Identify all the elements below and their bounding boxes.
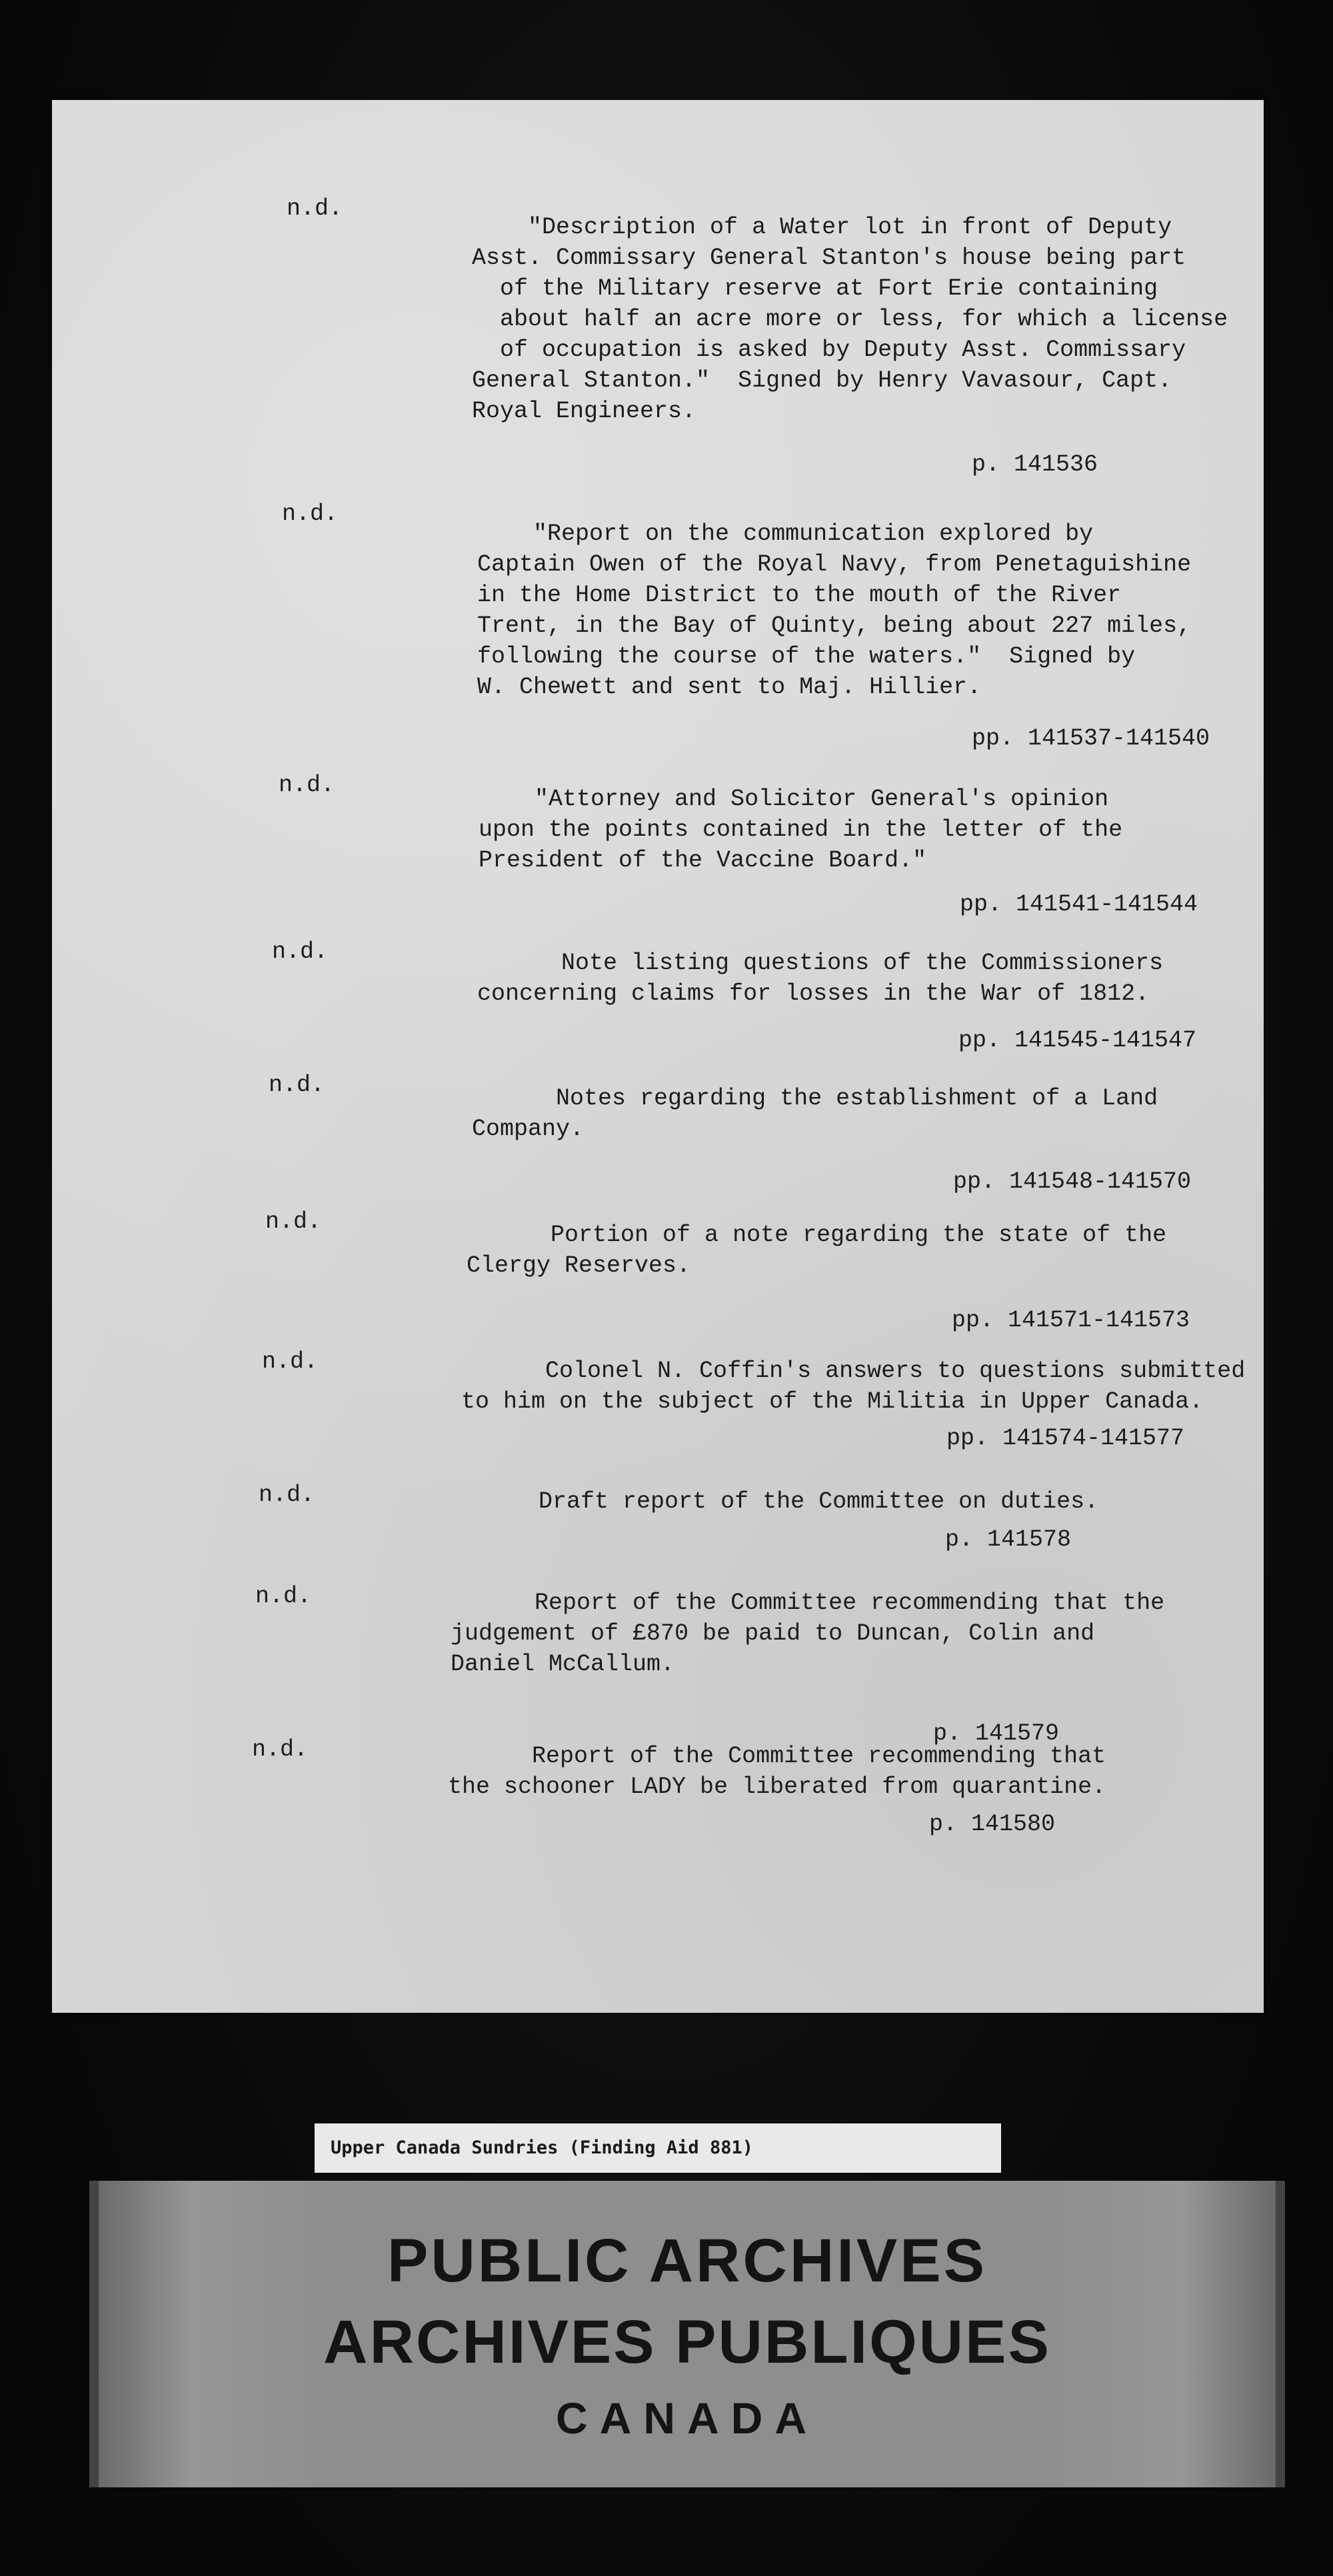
public-archives-plate (89, 2181, 1285, 2487)
plate-line-country: CANADA (556, 2393, 818, 2443)
entry-pages: p. 141579 (933, 1720, 1060, 1747)
entry-description: "Attorney and Solicitor General's opinion upon the points contained in the letter of the President of the Vaccine Board." (479, 786, 1123, 874)
entry-date: n.d. (252, 1736, 309, 1763)
entry-description: "Description of a Water lot in front of Deputy Asst. Commissary General Stanton's house being part of the Military reserve at Fort Erie containing about half an acre more or less, for which a license of occupation is asked by Deputy Asst. Commissary General Stanton." Signed by Henry Vavasour, Capt. Royal Engineers. (472, 214, 1228, 425)
entry-date: n.d. (279, 772, 335, 798)
document-page (52, 100, 1264, 2013)
entry-pages: p. 141580 (929, 1811, 1056, 1838)
entry-pages: pp. 141548-141570 (953, 1168, 1192, 1195)
plate-line-english: PUBLIC ARCHIVES (387, 2227, 987, 2295)
entry-description: Colonel N. Coffin's answers to questions submitted to him on the subject of the Militia in Upper Canada. (461, 1358, 1246, 1415)
entry-description: "Report on the communication explored by Captain Owen of the Royal Navy, from Penetaguishine in the Home District to the mouth of the River Trent, in the Bay of Quinty, being about 227 miles, following the course of the waters." Signed by W. Chewett and sent to Maj. Hillier. (477, 521, 1192, 700)
entry-pages: p. 141578 (945, 1526, 1072, 1553)
entry-pages: pp. 141571-141573 (952, 1307, 1190, 1334)
finding-aid-label: Upper Canada Sundries (Finding Aid 881) (315, 2123, 1001, 2173)
entry-pages: pp. 141537-141540 (972, 725, 1210, 752)
entry-description: Portion of a note regarding the state of the Clergy Reserves. (467, 1222, 1167, 1279)
entry-date: n.d. (272, 938, 329, 965)
entry-date: n.d. (255, 1583, 312, 1610)
entry-date: n.d. (287, 195, 343, 222)
entry-date: n.d. (262, 1348, 319, 1375)
entry-date: n.d. (265, 1208, 322, 1235)
entry-pages: p. 141536 (972, 451, 1098, 478)
plate-line-french: ARCHIVES PUBLIQUES (323, 2308, 1051, 2376)
entry-date: n.d. (259, 1482, 315, 1508)
entry-pages: pp. 141574-141577 (946, 1425, 1185, 1452)
entry-pages: pp. 141545-141547 (958, 1027, 1197, 1054)
entry-date: n.d. (269, 1072, 325, 1098)
entry-description: Note listing questions of the Commissioners concerning claims for losses in the War of 1812. (477, 950, 1164, 1007)
entry-description: Report of the Committee recommending that the schooner LADY be liberated from quarantine. (448, 1743, 1106, 1800)
entry-description: Notes regarding the establishment of a Land Company. (472, 1085, 1158, 1142)
entry-description: Draft report of the Committee on duties. (455, 1488, 1099, 1515)
entry-description: Report of the Committee recommending that the judgement of £870 be paid to Duncan, Colin and Daniel McCallum. (451, 1590, 1165, 1678)
entry-date: n.d. (282, 501, 339, 527)
entry-pages: pp. 141541-141544 (960, 891, 1198, 918)
